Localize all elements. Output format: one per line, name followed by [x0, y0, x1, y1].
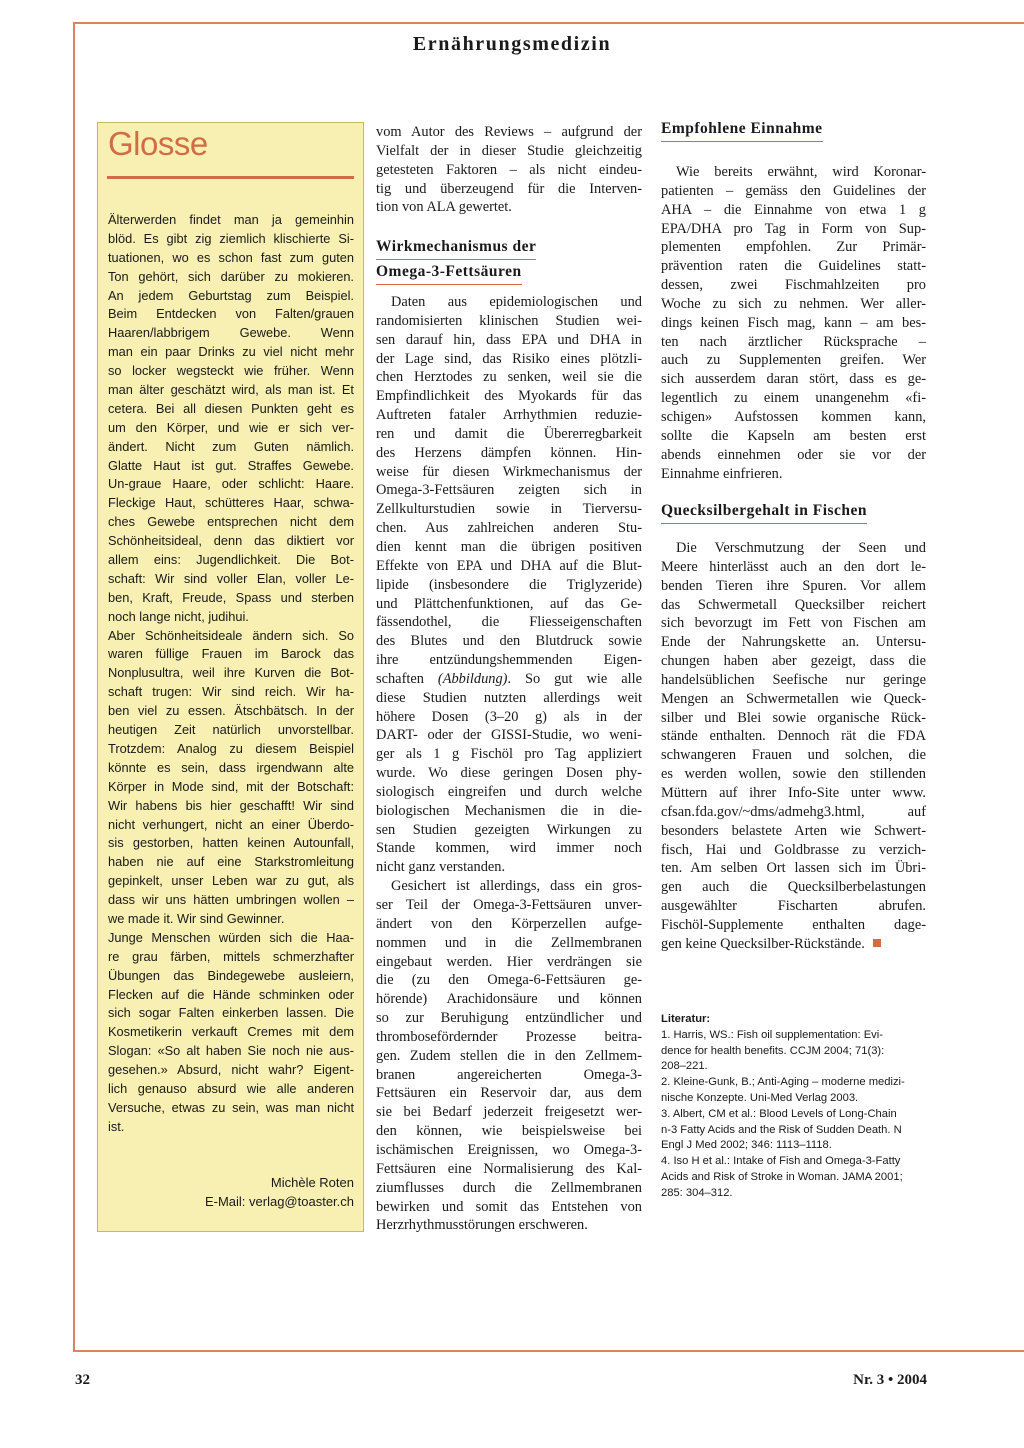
heading-empfohlene-einnahme-text: Empfohlene Einnahme — [661, 118, 823, 142]
glosse-line: re grau färben, mittels schmerzhafter — [108, 948, 354, 964]
einnahme-line: dings keinen Fisch mag, kann – am bes- — [661, 314, 926, 331]
einnahme-line: plementen empfohlen. Zur Primär- — [661, 239, 926, 256]
mid-body-line: eingebaut werden. Hier verdrängen sie — [376, 953, 642, 970]
glosse-title: Glosse — [108, 125, 208, 162]
literature-entry-line: 208–221. — [661, 1060, 708, 1073]
glosse-line: Beim Entdecken von Falten/grauen — [108, 306, 354, 322]
mid-body-line: thrombosefördernder Prozesse beitra- — [376, 1028, 642, 1045]
glosse-line: könnte es sein, dass irgendwann alte — [108, 759, 354, 775]
glosse-box — [97, 122, 364, 1232]
glosse-line: gesehen.» Absurd, nicht wahr? Eigent- — [108, 1062, 354, 1078]
glosse-title-rule — [107, 176, 354, 179]
mid-body-line: chen Herztodes zu senken, weil sie die — [376, 369, 642, 386]
glosse-line: heutigen Zeit natürlich unvorstellbar. — [108, 722, 354, 738]
mid-body-line: ren und damit die Übererregbarkeit — [376, 425, 642, 442]
page-number: 32 — [75, 1372, 90, 1388]
mid-body-line: sen Studien gezeigten Wirkungen zu — [376, 821, 642, 838]
literature-entry-line: Engl J Med 2002; 346: 1113–1118. — [661, 1139, 832, 1152]
figure-reference: (Abbildung) — [437, 670, 508, 687]
einnahme-line: ten nach ärztlicher Rücksprache – — [661, 333, 926, 350]
mid-body-line: und Plättchenfunktionen, auf das Ge- — [376, 595, 642, 612]
einnahme-line: sollte die Kapseln am besten erst — [661, 427, 926, 444]
mid-body-line: nicht ganz verstanden. — [376, 859, 506, 876]
quecksilber-line: sich bevorzugt im Fett von Fischen am — [661, 615, 926, 632]
glosse-line: Übungen das Bindegewebe ausleiern, — [108, 967, 354, 983]
quecksilber-line: das Schwermetall Quecksilber reichert — [661, 596, 926, 613]
literature-entry-line: n-3 Fatty Acids and the Risk of Sudden Death. N — [661, 1123, 902, 1136]
einnahme-line: Einnahme einfrieren. — [661, 465, 783, 482]
mid-intro-line: getesteten Faktoren – als nicht eindeu- — [376, 161, 642, 178]
issue-label: Nr. 3 • 2004 — [853, 1372, 927, 1388]
quecksilber-line: Ende der Nahrungskette an. Untersu- — [661, 634, 926, 651]
section-einnahme-paragraph — [661, 163, 926, 483]
glosse-author: Michèle Roten — [270, 1175, 354, 1190]
glosse-line: sis gestorben, hatten keinen Autounfall, — [108, 835, 354, 851]
mid-body-line: sie bei Bedarf jederzeit freigesetzt wer- — [376, 1104, 642, 1121]
quecksilber-line: cfsan.fda.gov/~dms/admehg3.html, auf — [661, 803, 926, 820]
mid-body-line: Daten aus epidemiologischen und — [391, 294, 642, 310]
frame-top-rule — [73, 22, 1024, 24]
quecksilber-line: Meere hinterlässt auch an den dort le- — [661, 558, 926, 575]
glosse-line: lich genauso absurd wie alle anderen — [108, 1080, 354, 1096]
einnahme-line: Woche zu sich zu nehmen. Wer aller- — [661, 295, 926, 312]
glosse-line: Slogan: «So alt haben Sie noch nie aus- — [108, 1043, 354, 1059]
literature-entry-line: nische Konzepte. Uni-Med Verlag 2003. — [661, 1091, 859, 1104]
glosse-line: Nonplusultra, weil ihre Kurven die Bot- — [108, 665, 354, 681]
mid-intro-line: tig und überzeugend für die Interven- — [376, 180, 642, 197]
quecksilber-line: ausgewählter Fischarten abrufen. — [661, 898, 926, 915]
mid-body-line: hörende) Arachidonsäure und können — [376, 991, 642, 1008]
quecksilber-line: Müttern auf ihrer Info-Site unter www. — [661, 784, 926, 801]
glosse-line: haben nie auf eine Starkstromleitung — [108, 854, 354, 870]
glosse-line: noch lange nicht, judihui. — [108, 608, 249, 624]
quecksilber-line: Die Verschmutzung der Seen und — [676, 540, 926, 556]
mid-body-line: ger als 1 g Fischöl pro Tag appliziert — [376, 746, 642, 763]
mid-body-line: branen angereicherten Omega-3- — [376, 1066, 642, 1083]
quecksilber-line: benden Tieren ihre Spuren. Vor allem — [661, 577, 926, 594]
glosse-line: Junge Menschen würden sich die Haa- — [108, 929, 354, 945]
mid-body-line: Gesichert ist allerdings, dass ein gros- — [391, 878, 642, 895]
quecksilber-line: Fischöl-Supplemente enthalten dage- — [661, 916, 926, 933]
mid-body-line: nommen und in die Zellmembranen — [376, 934, 642, 951]
einnahme-line: Wie bereits erwähnt, wird Koronar- — [676, 164, 926, 180]
glosse-line: Versuche, etwas zu sein, was man nicht — [108, 1099, 354, 1115]
mid-body-line: gen. Zudem stellen die in den Zellmem- — [376, 1047, 642, 1064]
quecksilber-line: ten. Am selben Ort lassen sich im Übri- — [661, 860, 926, 877]
mid-body-line: Empfindlichkeit des Myokards für das — [376, 388, 642, 405]
quecksilber-line: gen auch die Quecksilberbelastungen — [661, 879, 926, 896]
mid-body-line: bewirken und somit das Entstehen von — [376, 1198, 642, 1215]
einnahme-line: AHA – die Einnahme von etwa 1 g — [661, 201, 926, 218]
mid-body-line: des Blutes und den Blutdruck sowie — [376, 633, 642, 650]
article-column-middle — [376, 123, 642, 217]
glosse-line: cetera. Bei all diesen Punkten geht es — [108, 400, 354, 416]
glosse-line: Schönheitsideal, denn das diktiert vor — [108, 533, 354, 549]
glosse-line: so locker wegsteckt wie früher. Wenn — [108, 363, 354, 379]
heading-wirkmechanismus — [376, 235, 536, 285]
mid-body — [376, 293, 642, 1235]
einnahme-line: dessen, zwei Fischmahlzeiten pro — [661, 277, 926, 294]
glosse-line: man älter geschätzt wird, als man ist. Et — [108, 382, 354, 398]
end-of-article-marker — [873, 939, 881, 947]
frame-bottom-rule — [73, 1350, 1024, 1352]
literature-entry-line: 285: 304–312. — [661, 1186, 733, 1199]
glosse-line: waren füllige Frauen im Barock das — [108, 646, 354, 662]
mid-body-line: ser Teil der Omega-3-Fettsäuren unver- — [376, 897, 642, 913]
quecksilber-line: Mengen an Schwermetallen wie Queck- — [661, 690, 926, 707]
mid-body-line: ändert von den Körperzellen aufge- — [376, 915, 642, 932]
literature-list — [661, 1012, 927, 1202]
mid-body-line: der Lage sind, das Risiko eines plötzli- — [376, 350, 642, 367]
mid-intro-line: tion von ALA gewertet. — [376, 199, 512, 216]
glosse-line: Kosmetikerin verkauft Cremes mit dem — [108, 1024, 354, 1040]
glosse-line: sich sogar Falten einkerben lassen. Die — [108, 1005, 354, 1021]
literature-title: Literatur: — [661, 1013, 711, 1025]
mid-body-line: Fettsäuren eine Normalisierung des Kal- — [376, 1160, 642, 1177]
glosse-line: Un-graue Haare, oder schlicht: Haare. — [108, 476, 354, 492]
mid-body-line: die (zu den Omega-6-Fettsäuren ge- — [376, 972, 642, 989]
mid-body-line: Omega-3-Fettsäuren zeigten sich in — [376, 482, 642, 499]
glosse-line: tuationen, wo es schon fast zum guten — [108, 249, 354, 265]
glosse-line: allem eins: Jugendlichkeit. Die Bot- — [108, 552, 354, 568]
literature-entry-line: 1. Harris, WS.: Fish oil supplementation: Evi- — [661, 1028, 883, 1041]
glosse-line: ben viel zu essen. Ätschbätsch. In der — [108, 703, 354, 719]
glosse-line: Haaren/labbrigem Gewebe. Wenn — [108, 325, 354, 341]
mid-body-line: höhere Dosen (3–20 g) als in der — [376, 708, 642, 725]
mid-body-line: lipide (insbesondere die Triglyzeride) — [376, 576, 642, 593]
mid-body-line: des Herzens dämpfen können. Hin- — [376, 444, 642, 461]
mid-body-line: Fettsäuren ein Reservoir dar, aus dem — [376, 1085, 642, 1102]
glosse-line: Ton gehört, sich darüber zu mokieren. — [108, 268, 354, 284]
mid-body-paragraphs — [376, 293, 642, 1235]
mid-body-line: Stande kommen, wird immer noch — [376, 840, 642, 857]
glosse-line: Glatte Haut ist gut. Straffes Gewebe. — [108, 457, 354, 473]
section-quecksilber-paragraph — [661, 539, 926, 954]
einnahme-line: abends einnehmen oder sie vor der — [661, 446, 926, 463]
glosse-line: An jedem Geburtstag zum Beispiel. — [108, 287, 354, 303]
mid-body-line: diese Studien nutzten allerdings weit — [376, 689, 642, 706]
quecksilber-line: chungen haben aber gezeigt, dass die — [661, 653, 926, 670]
mid-intro-line: Vielfalt der in dieser Studie gleichzeitig — [376, 142, 642, 159]
mid-body-line: dien kennt man die übrigen positiven — [376, 538, 642, 555]
einnahme-line: prävention raten die Guidelines statt- — [661, 258, 926, 275]
literature-entry-line: 4. Iso H et al.: Intake of Fish and Omega-3-Fatty — [661, 1155, 901, 1168]
glosse-line: Flecken auf die Hände schminken oder — [108, 986, 354, 1002]
glosse-line: Wir habens bis hier geschafft! Wir sind — [108, 797, 354, 813]
glosse-line: ist. — [108, 1118, 125, 1134]
heading-quecksilbergehalt — [661, 499, 867, 524]
glosse-line: Trotzdem: Analog zu diesem Beispiel — [108, 740, 354, 756]
literature-entries — [661, 1028, 927, 1202]
quecksilber-line: gen keine Quecksilber-Rückstände. — [661, 935, 926, 954]
literature-entry-line: dence for health benefits. CCJM 2004; 71(3): — [661, 1044, 885, 1057]
glosse-line: nicht verhungert, nicht an einer Überdo- — [108, 816, 354, 832]
einnahme-line: auch zu Supplementen greifen. Wer — [661, 352, 926, 369]
glosse-body — [108, 211, 354, 1137]
mid-body-line: sen darauf hin, dass EPA und DHA in — [376, 331, 642, 348]
mid-body-line: ischämischen Ereignissen, wo Omega-3- — [376, 1141, 642, 1158]
heading-quecksilbergehalt-text: Quecksilbergehalt in Fischen — [661, 500, 867, 524]
glosse-line: man ein paar Drinks zu viel nicht mehr — [108, 344, 354, 360]
quecksilber-line: stände enthalten. Dennoch rät die FDA — [661, 728, 926, 745]
quecksilber-line: es werden wollen, sowie den stillenden — [661, 766, 926, 783]
einnahme-line: legentlich zu einem unangenehm «fi- — [661, 390, 926, 407]
section-quecksilber-body — [661, 539, 926, 954]
literature-entry-line: Acids and Risk of Stroke in Woman. JAMA 2001; — [661, 1170, 903, 1183]
literature-entry-line: 3. Albert, CM et al.: Blood Levels of Long-Chain — [661, 1107, 897, 1120]
glosse-line: we made it. Wir sind Gewinner. — [108, 910, 285, 926]
glosse-line: ben, Kraft, Freude, Spass und sterben — [108, 589, 354, 605]
mid-body-line: ziumflusses durch die Zellmembranen — [376, 1179, 642, 1196]
mid-body-line: siologisch eingreifen und durch welche — [376, 783, 642, 800]
mid-body-line: so zur Beruhigung entzündlicher und — [376, 1010, 642, 1027]
glosse-email: E-Mail: verlag@toaster.ch — [204, 1194, 354, 1209]
glosse-line: Körper in Mode sind, mit der Botschaft: — [108, 778, 354, 794]
glosse-line: gepinkelt, unser Leben war zu gut, als — [108, 873, 354, 889]
glosse-signature — [114, 1173, 354, 1211]
mid-body-line: biologischen Mechanismen die in die- — [376, 802, 642, 819]
mid-body-line: chen. Aus zahlreichen anderen Stu- — [376, 520, 642, 537]
mid-body-line: Herzrhythmusstörungen erschweren. — [376, 1217, 588, 1234]
glosse-line: um den Körper, und wie er sich ver- — [108, 419, 354, 435]
quecksilber-line: fisch, Hai und Goldbrasse zu verzich- — [661, 841, 926, 858]
glosse-line: schaft: Wir sind voller Elan, voller Le- — [108, 570, 354, 586]
mid-body-line: weise für diesen Wirkmechanismus der — [376, 463, 642, 480]
mid-intro-paragraph — [376, 123, 642, 217]
mid-body-line: Zellkulturstudien sowie in Tierversu- — [376, 501, 642, 518]
frame-left-rule — [73, 22, 75, 1352]
quecksilber-line: besonders belastete Arten wie Schwert- — [661, 822, 926, 839]
quecksilber-line: schwangeren Frauen und solchen, die — [661, 747, 926, 764]
mid-body-line: randomisierten klinischen Studien wei- — [376, 312, 642, 329]
einnahme-line: sich ausserdem daran stört, dass es ge- — [661, 371, 926, 388]
glosse-line: Älterwerden findet man ja gemeinhin — [108, 212, 354, 227]
mid-body-line: den können, wie beispielsweise bei — [376, 1123, 642, 1140]
mid-body-line: Auftreten fataler Arrhythmien reduzie- — [376, 407, 642, 424]
heading-wirkmechanismus-line1: Wirkmechanismus der — [376, 236, 536, 260]
mid-body-line: fässendothel, die Fliesseigenschaften — [376, 614, 642, 631]
mid-body-line: Effekte von EPA und DHA auf die Blut- — [376, 557, 642, 574]
glosse-line: dass wir uns hätten umbringen wollen – — [108, 892, 354, 908]
heading-empfohlene-einnahme — [661, 117, 823, 142]
quecksilber-line: handelsüblichen Seefische nur geringe — [661, 671, 926, 688]
glosse-line: ches Gewebe entsprechen nicht dem — [108, 514, 354, 530]
section-einnahme-body — [661, 163, 926, 483]
mid-intro-line: vom Autor des Reviews – aufgrund der — [376, 124, 642, 140]
mid-body-line: ihre entzündungshemmenden Eigen- — [376, 652, 642, 669]
glosse-line: ändert. Nicht zum Guten nämlich. — [108, 438, 354, 454]
literature-entry-line: 2. Kleine-Gunk, B.; Anti-Aging – moderne medizi- — [661, 1076, 905, 1089]
mid-body-line: DART- oder der GISSI-Studie, wo weni- — [376, 727, 642, 744]
glosse-line: Aber Schönheitsideale ändern sich. So — [108, 627, 354, 643]
glosse-line: schaft trugen: Wir sind reich. Wir ha- — [108, 684, 354, 700]
heading-wirkmechanismus-line2: Omega-3-Fettsäuren — [376, 261, 522, 285]
section-title: Ernährungsmedizin — [412, 33, 612, 55]
mid-body-line: schaften (Abbildung). So gut wie alle — [376, 670, 643, 687]
glosse-line: Fleckige Haut, schütteres Haar, schwa- — [108, 495, 354, 511]
einnahme-line: EPA/DHA pro Tag in Form von Sup- — [661, 220, 926, 237]
quecksilber-line: silber und Blei sowie organische Rück- — [661, 709, 926, 726]
einnahme-line: schigen» Aufstossen kommen kann, — [661, 408, 926, 425]
einnahme-line: patienten – gemäss den Guidelines der — [661, 182, 926, 199]
mid-body-line: wurde. Wo diese geringen Dosen phy- — [376, 765, 642, 782]
glosse-line: blöd. Es gibt zig ziemlich klischierte Si- — [108, 230, 354, 246]
